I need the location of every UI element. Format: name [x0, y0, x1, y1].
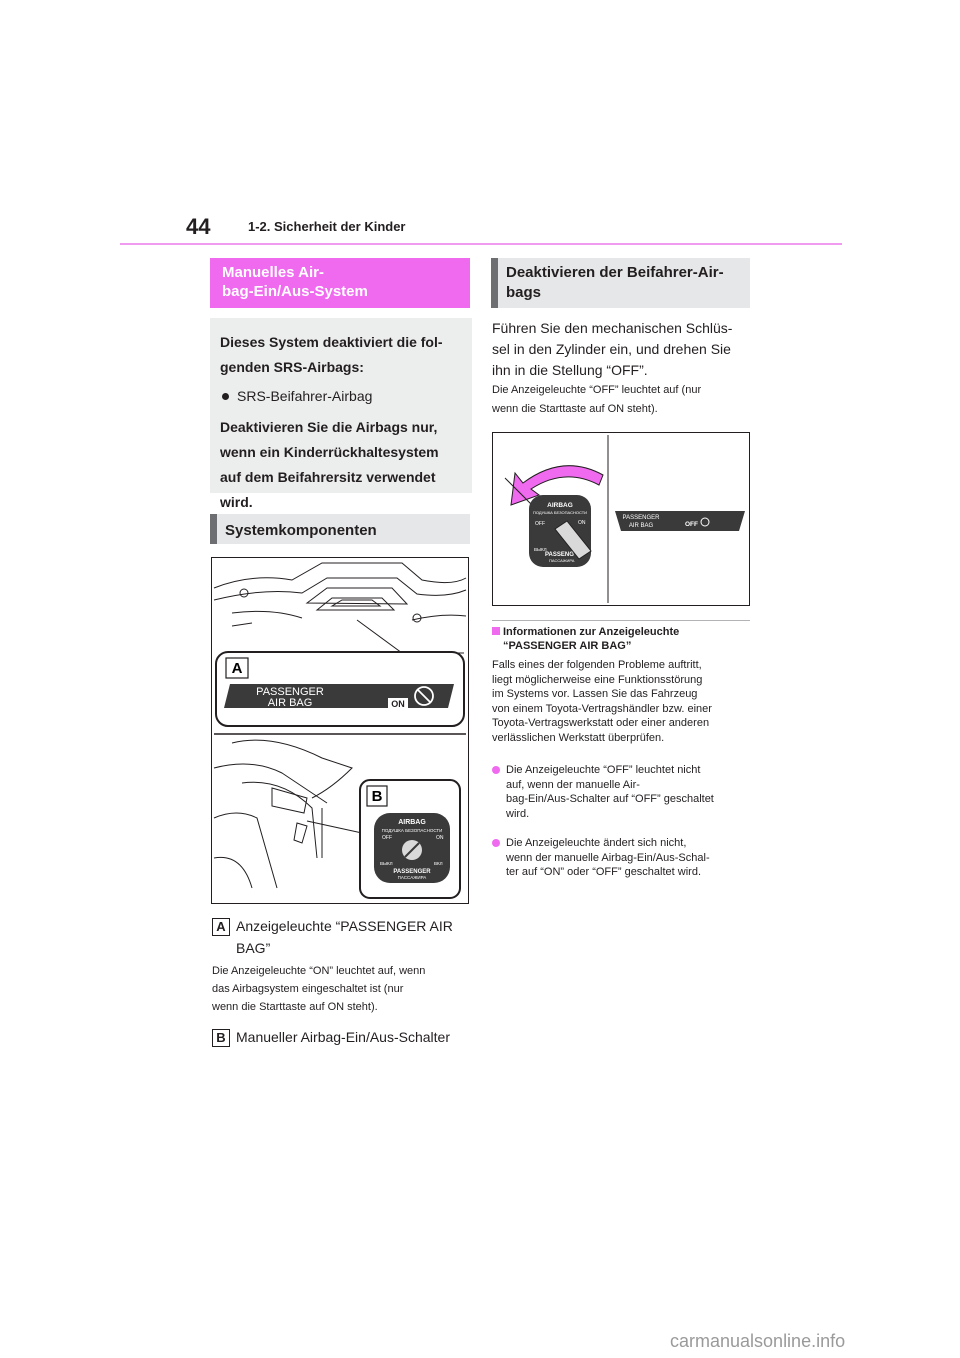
switch-text: AIRBAG [398, 819, 426, 826]
callout-a-label: A [231, 660, 243, 677]
note-line: das Airbagsystem eingeschaltet ist (nur [212, 983, 404, 995]
indicator-text: AIR BAG [267, 697, 313, 709]
bullet-icon [492, 766, 500, 774]
manual-airbag-heading [210, 258, 470, 308]
switch-text: ВЫКЛ [534, 547, 547, 552]
label-b-row [212, 1027, 468, 1047]
bullet-line: auf, wenn der manuelle Air- [506, 778, 640, 791]
warning-text: wenn ein Kinderrückhaltesystem [220, 444, 439, 460]
instruction-line: sel in den Zylinder ein, und drehen Sie [492, 341, 731, 357]
instruction-line: Führen Sie den mechanischen Schlüs- [492, 320, 733, 336]
info-title-line: Informationen zur Anzeigeleuchte [503, 626, 680, 638]
label-a-text: Anzeigeleuchte “PASSENGER AIR [236, 918, 453, 934]
indicator-text: AIR BAG [628, 523, 654, 529]
info-title-line: “PASSENGER AIR BAG” [503, 640, 632, 652]
watermark: carmanualsonline.info [670, 1331, 846, 1351]
label-a-text: BAG” [236, 940, 271, 956]
intro-text: Dieses System deaktiviert die fol- [220, 334, 443, 350]
warning-text: auf dem Beifahrersitz verwendet [220, 469, 436, 485]
body-line: Toyota-Vertragswerkstatt oder einer anderen [492, 717, 710, 729]
heading-line: Deaktivieren der Beifahrer-Air- [506, 264, 724, 281]
info-title [492, 625, 750, 653]
deactivate-note [492, 381, 752, 419]
body-line: von einem Toyota-Vertragshändler bzw. einer [492, 702, 712, 715]
switch-text: ВЫКЛ [380, 861, 393, 866]
switch-text: AIRBAG [547, 502, 573, 509]
list-item [492, 763, 750, 821]
section-title: 1-2. Sicherheit der Kinder [248, 219, 406, 234]
deactivate-figure [492, 432, 750, 606]
bullet-line: Die Anzeigeleuchte ändert sich nicht, [506, 837, 687, 849]
page-number: 44 [186, 214, 211, 239]
switch-text: ПАССАЖИРА [549, 558, 575, 563]
switch-text: ON [578, 520, 586, 526]
note-line: wenn die Starttaste auf ON steht). [492, 403, 658, 415]
switch-text: ПОДУШКА БЕЗОПАСНОСТИ [381, 828, 443, 833]
bullet-line: Die Anzeigeleuchte “OFF” leuchtet nicht [506, 764, 701, 776]
label-b-text: Manueller Airbag-Ein/Aus-Schalter [236, 1029, 450, 1045]
components-figure [211, 557, 469, 904]
deactivate-illustration [493, 433, 749, 605]
instruction-line: ihn in die Stellung “OFF”. [492, 362, 648, 378]
label-a-row [212, 915, 468, 959]
label-a-note [212, 962, 468, 1016]
switch-text: OFF [382, 835, 392, 841]
switch-text: ПАССАЖИРА [397, 875, 427, 880]
components-illustration [212, 558, 468, 903]
switch-text: OFF [535, 521, 545, 527]
switch-text: ПОДУШКА БЕЗОПАСНОСТИ [532, 510, 588, 515]
warning-text: wird. [220, 494, 253, 510]
on-indicator-text: ON [391, 699, 405, 709]
intro-text: genden SRS-Airbags: [220, 359, 364, 375]
switch-text: PASSENGER [393, 869, 431, 875]
square-bullet-icon [492, 627, 500, 635]
bullet-text: SRS-Beifahrer-Airbag [237, 388, 373, 404]
deactivate-heading [491, 258, 750, 308]
note-line: Die Anzeigeleuchte “ON” leuchtet auf, wenn [212, 965, 426, 977]
bullet-item [220, 384, 462, 409]
off-indicator-text: OFF [685, 521, 698, 528]
overhead-console-sketch [214, 563, 466, 653]
body-line: Falls eines der folgenden Probleme auftritt, [492, 659, 702, 671]
note-line: Die Anzeigeleuchte “OFF” leuchtet auf (nur [492, 384, 702, 396]
callout-b-label: B [371, 788, 383, 805]
deactivate-instructions [492, 318, 752, 381]
bullet-icon [222, 393, 229, 400]
heading-line: Manuelles Air- [222, 264, 324, 281]
switch-text: ВКЛ [434, 861, 443, 866]
body-line: im Systems vor. Lassen Sie das Fahrzeug [492, 688, 698, 700]
info-rule [492, 620, 750, 621]
dashboard-sketch [214, 740, 362, 888]
list-item [492, 836, 750, 880]
indicator-text: PASSENGER [256, 686, 324, 698]
components-heading: Systemkomponenten [210, 514, 470, 544]
bullet-line: wenn der manuelle Airbag-Ein/Aus-Schal- [506, 851, 710, 864]
info-body [492, 658, 750, 745]
label-b-box: B [212, 1029, 230, 1047]
bullet-line: bag-Ein/Aus-Schalter auf “OFF” geschaltet [506, 793, 714, 805]
body-line: verlässlichen Werkstatt überprüfen. [492, 731, 665, 744]
intro-box [210, 318, 472, 510]
warning-text: Deaktivieren Sie die Airbags nur, [220, 419, 438, 435]
heading-line: bags [506, 284, 542, 301]
indicator-text: PASSENGER [622, 515, 660, 521]
bullet-line: ter auf “ON” oder “OFF” geschaltet wird. [506, 866, 701, 878]
heading-line: bag-Ein/Aus-System [222, 283, 368, 300]
body-line: liegt möglicherweise eine Funktionsstörung [492, 673, 703, 686]
switch-text: ON [436, 835, 444, 841]
bullet-line: wird. [506, 807, 530, 820]
switch-text: PASSENG [545, 552, 574, 558]
label-a-box: A [212, 918, 230, 936]
bullet-icon [492, 839, 500, 847]
note-line: wenn die Starttaste auf ON steht). [212, 1001, 378, 1013]
header-rule [120, 243, 842, 245]
